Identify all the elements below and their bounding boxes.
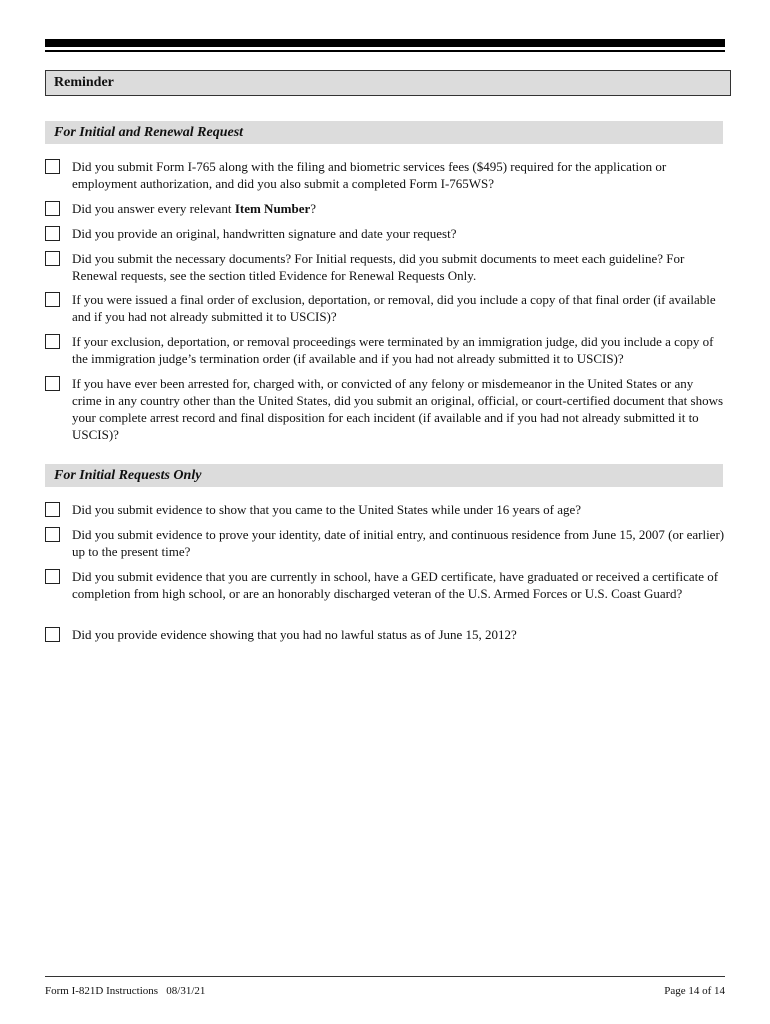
checkbox[interactable] xyxy=(45,502,60,517)
footer-rule xyxy=(45,976,725,977)
checklist-item-text: Did you provide evidence showing that you had no lawful status as of June 15, 2012? xyxy=(72,627,517,642)
checkbox[interactable] xyxy=(45,376,60,391)
checkbox[interactable] xyxy=(45,159,60,174)
checklist-item-text: If your exclusion, deportation, or removal proceedings were terminated by an immigration judge, did you include a copy of the immigration judge’s termination order (if available and if you had not already submitted it to USCIS)? xyxy=(72,334,714,366)
checkbox[interactable] xyxy=(45,292,60,307)
footer-form-id: Form I-821D Instructions 08/31/21 xyxy=(45,985,206,997)
reminder-heading: Reminder xyxy=(45,70,731,96)
header-thin-rule xyxy=(45,50,725,52)
checkbox[interactable] xyxy=(45,251,60,266)
checkbox[interactable] xyxy=(45,569,60,584)
checkbox[interactable] xyxy=(45,226,60,241)
checklist-item-text: Did you provide an original, handwritten signature and date your request? xyxy=(72,226,457,241)
checkbox[interactable] xyxy=(45,627,60,642)
checklist-item-text: Did you submit Form I-765 along with the filing and biometric services fees ($495) required for the application or employment authorization, and did you also submit a completed Form I-765WS? xyxy=(72,159,667,191)
checklist-item-text: Did you answer every relevant Item Number? xyxy=(72,201,317,216)
footer-page-number: Page 14 of 14 xyxy=(664,985,725,997)
section-initial-renewal-heading: For Initial and Renewal Request xyxy=(45,121,723,144)
checkbox[interactable] xyxy=(45,334,60,349)
checklist-item-text: Did you submit evidence that you are currently in school, have a GED certificate, have graduated or received a certificate of completion from high school, or are an honorably discharged veteran of the U.S. Armed Forces or U.S. Coast Guard? xyxy=(72,569,719,601)
checklist-item-text: If you have ever been arrested for, charged with, or convicted of any felony or misdemeanor in the United States or any crime in any country other than the United States, did you submit an original, official, or court-certified document that shows your complete arrest record and final disposition for each incident (if available and if you had not already submitted it to USCIS)? xyxy=(72,376,724,442)
checklist-item-text: Did you submit evidence to show that you came to the United States while under 16 years of age? xyxy=(72,502,582,517)
header-thick-rule xyxy=(45,39,725,47)
checklist-item-text: Did you submit evidence to prove your identity, date of initial entry, and continuous residence from June 15, 2007 (or earlier) up to the present time? xyxy=(72,527,725,559)
section-initial-only-heading: For Initial Requests Only xyxy=(45,464,723,487)
checkbox[interactable] xyxy=(45,201,60,216)
checklist-item-text: Did you submit the necessary documents? For Initial requests, did you submit documents to meet each guideline? For Renewal requests, see the section titled Evidence for Renewal Requests Only. xyxy=(72,251,685,283)
checklist-item-text: If you were issued a final order of exclusion, deportation, or removal, did you include a copy of that final order (if available and if you had not already submitted it to USCIS)? xyxy=(72,292,716,324)
checkbox[interactable] xyxy=(45,527,60,542)
